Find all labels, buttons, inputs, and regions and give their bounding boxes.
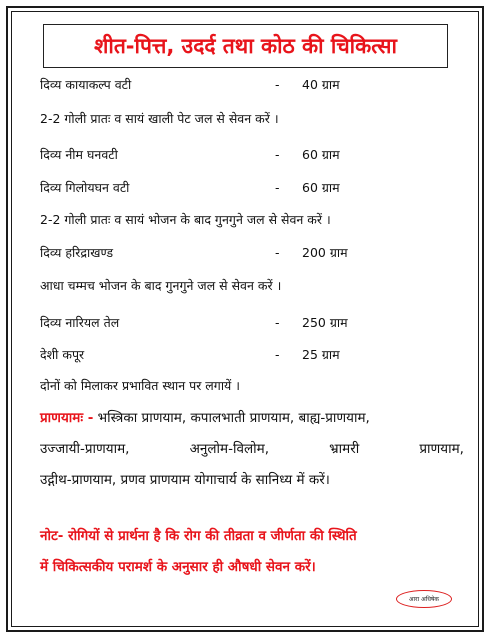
pranayam-line-2 xyxy=(40,434,464,465)
note-paragraph xyxy=(40,521,464,583)
author-stamp xyxy=(396,590,452,608)
medicine-qty: 60 ग्राम xyxy=(302,147,340,162)
stamp-text: आरा अधिषेक xyxy=(409,596,439,603)
medicine-qty: 40 ग्राम xyxy=(302,77,340,92)
pranayam-text-1: भस्त्रिका प्राणयाम, कपालभाती प्राणयाम, बाह्य-प्राणयाम, xyxy=(97,410,370,426)
medicine-dash: - xyxy=(275,347,280,362)
medicine-name: दिव्य हरिद्राखण्ड xyxy=(40,245,114,260)
medicine-name: दिव्य नीम घनवटी xyxy=(40,147,118,162)
medicine-dash: - xyxy=(275,245,280,260)
title-box xyxy=(43,24,448,68)
medicine-qty: 25 ग्राम xyxy=(302,347,340,362)
pranayam-word: भ्रामरी xyxy=(329,441,360,457)
note-line-1: नोट- रोगियों से प्रार्थना है कि रोग की तीव्रता व जीर्णता की स्थिति xyxy=(40,528,357,544)
medicine-dash: - xyxy=(275,147,280,162)
medicine-name: दिव्य नारियल तेल xyxy=(40,315,120,330)
medicine-qty: 60 ग्राम xyxy=(302,180,340,195)
pranayam-label: प्राणयामः - xyxy=(40,410,94,426)
instruction-2: 2-2 गोली प्रातः व सायं भोजन के बाद गुनगुने जल से सेवन करें । xyxy=(40,212,331,227)
pranayam-word: अनुलोम-विलोम, xyxy=(189,441,270,457)
note-line-2: में चिकित्सकीय परामर्श के अनुसार ही औषधी सेवन करें। xyxy=(40,559,316,575)
medicine-dash: - xyxy=(275,180,280,195)
pranayam-paragraph xyxy=(40,403,464,496)
medicine-dash: - xyxy=(275,77,280,92)
instruction-3: आधा चम्मच भोजन के बाद गुनगुने जल से सेवन करें । xyxy=(40,278,282,293)
pranayam-line-1 xyxy=(40,403,464,434)
instruction-4: दोनों को मिलाकर प्रभावित स्थान पर लगायें । xyxy=(40,378,241,393)
pranayam-word: उज्जायी-प्राणयाम, xyxy=(40,441,130,457)
medicine-qty: 200 ग्राम xyxy=(302,245,348,260)
medicine-name: दिव्य कायाकल्प वटी xyxy=(40,77,132,92)
pranayam-word: प्राणयाम, xyxy=(419,441,464,457)
medicine-name: दिव्य गिलोयघन वटी xyxy=(40,180,130,195)
medicine-qty: 250 ग्राम xyxy=(302,315,348,330)
page-title: शीत-पित्त, उदर्द तथा कोठ की चिकित्सा xyxy=(94,34,397,58)
pranayam-line-3: उद्गीथ-प्राणयाम, प्रणव प्राणयाम योगाचार्य के सानिध्य में करें। xyxy=(40,472,330,488)
instruction-1: 2-2 गोली प्रातः व सायं खाली पेट जल से सेवन करें । xyxy=(40,111,279,126)
medicine-name: देशी कपूर xyxy=(40,347,85,362)
medicine-dash: - xyxy=(275,315,280,330)
